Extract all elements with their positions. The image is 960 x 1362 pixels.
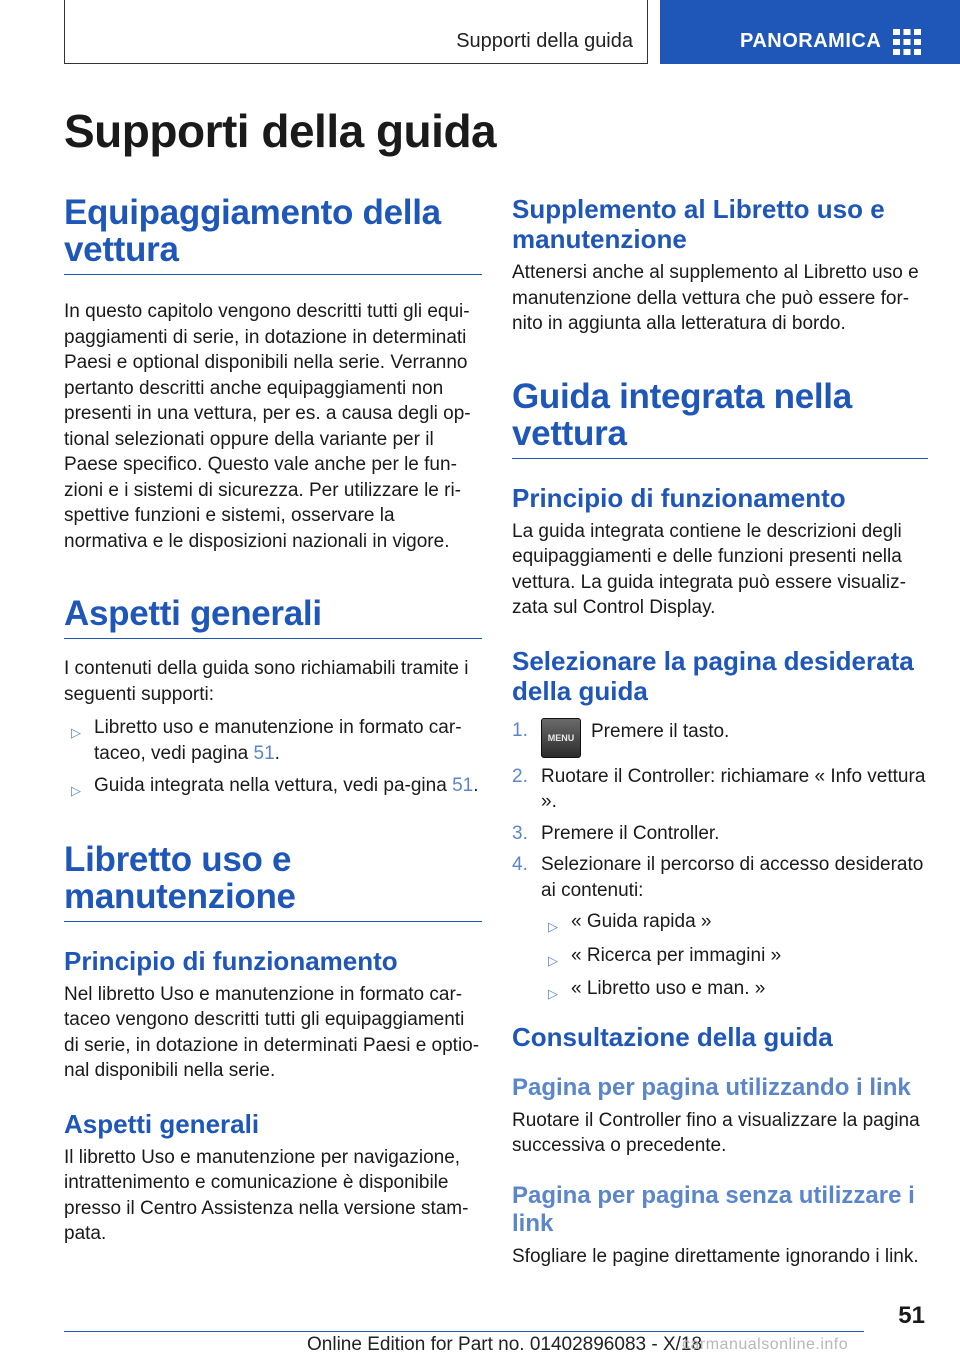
minor-title-links: Pagina per pagina utilizzando i link [512,1073,911,1101]
left-column [64,194,482,1247]
subsection-title-principle-integrated: Principio di funzionamento [512,482,846,513]
list-item: ▷ « Libretto uso e man. » [541,976,928,1002]
triangle-bullet-icon: ▷ [548,952,558,968]
triangle-bullet-icon: ▷ [71,783,81,798]
list-item: ▷ « Guida rapida » [541,909,928,935]
section-title-manual: Libretto uso e manutenzione [64,841,482,922]
subsection-title-principle: Principio di funzionamento [64,945,398,976]
links-paragraph: Ruotare il Controller fino a visualizzare la pagina successiva o precedente. [512,1109,920,1156]
equipment-paragraph: In questo capitolo vengono descritti tutti gli equi-paggiamenti di serie, in dotazione in determinati Paesi e optional disponibili nella serie. Verranno pertanto descritti anche equipaggiamenti non presenti in una vettura, per es. a causa degli op-tional selezionati oppure della variante per il Paese specifico. Questo vale anche per le fun-zioni e i sistemi di sicurezza. Per utilizzare le ri-spettive funzioni e sistemi, osservare la normativa e le disposizioni nazionali in vigore. [64,301,471,552]
section-title-equipment: Equipaggiamento della vettura [64,194,482,275]
menu-button-icon: MENU [541,718,581,758]
supplement-paragraph: Attenersi anche al supplemento al Libretto uso e manutenzione della vettura che può essere for-nito in aggiunta alla letteratura di bordo. [512,262,919,334]
header-section-box [64,0,648,64]
steps-list [512,718,928,1002]
grid-icon[interactable] [893,29,921,55]
list-item: ▷ « Ricerca per immagini » [541,943,928,969]
general-paragraph: I contenuti della guida sono richiamabili tramite i seguenti supporti: [64,658,469,705]
header-chapter-label: PANORAMICA [740,30,882,52]
minor-title-no-links: Pagina per pagina senza utilizzare i link [512,1181,915,1237]
footer-divider [64,1331,864,1332]
general2-paragraph: Il libretto Uso e manutenzione per navigazione, intrattenimento e comunicazione è disponibile presso il Centro Assistenza nella versione stam-pata. [64,1146,469,1244]
list-item: 3. Premere il Controller. [512,822,720,844]
no-links-paragraph: Sfogliare le pagine direttamente ignorando i link. [512,1245,919,1267]
header-section-label: Supporti della guida [456,30,633,52]
list-item: ▷ Libretto uso e manutenzione in formato car-taceo, vedi pagina 51. [71,717,462,764]
support-list [64,715,482,799]
section-title-integrated: Guida integrata nella vettura [512,378,928,459]
subsection-title-general: Aspetti generali [64,1108,260,1139]
page-number: 51 [898,1302,925,1329]
subsection-title-consult: Consultazione della guida [512,1021,833,1052]
footer-edition: Online Edition for Part no. 01402896083 - X/18 [307,1334,703,1355]
subsection-title-supplement: Supplemento al Libretto uso e manutenzione [512,194,885,254]
triangle-bullet-icon: ▷ [71,725,81,740]
menu-options-list [541,909,928,1002]
triangle-bullet-icon: ▷ [548,986,558,1001]
integrated-principle-paragraph: La guida integrata contiene le descrizioni degli equipaggiamenti e delle funzioni presenti nella vettura. La guida integrata può essere visualiz-zata sul Control Display. [512,520,906,618]
page-reference-link[interactable]: 51 [452,775,474,796]
list-item: 4. Selezionare il percorso di accesso desiderato ai contenuti: ▷ « Guida rapida » ▷ « Ricerca per immagini » ▷ « Libretto uso e man. » [512,852,928,1002]
page-reference-link[interactable]: 51 [253,742,275,764]
list-item: 1. MENU Premere il tasto. [512,718,928,758]
list-item: ▷ Guida integrata nella vettura, vedi pa-gina 51. [64,773,482,799]
page-title: Supporti della guida [64,105,497,157]
principle-paragraph: Nel libretto Uso e manutenzione in formato car-taceo vengono descritti tutti gli equipaggiamenti di serie, in dotazione in determinati Paesi e optio-nal disponibili nella serie. [64,983,480,1081]
right-column [512,194,928,1269]
subsection-title-select-page: Selezionare la pagina desiderata della guida [512,645,914,706]
section-title-general: Aspetti generali [64,595,482,639]
watermark: carmanualsonline.info [682,1336,849,1353]
list-item: 2. Ruotare il Controller: richiamare « Info vettura ». [512,765,926,812]
triangle-bullet-icon: ▷ [548,919,558,934]
